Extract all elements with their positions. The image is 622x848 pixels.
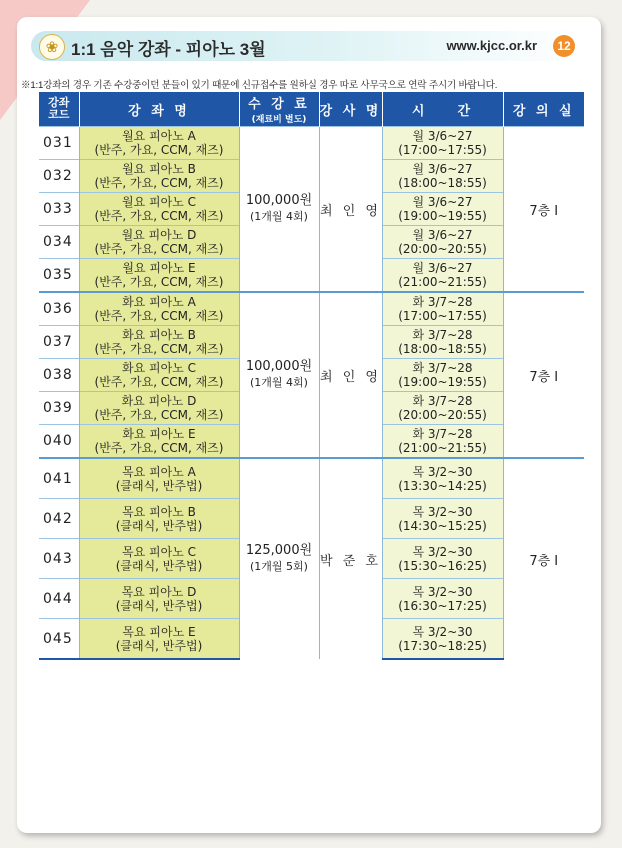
course-genre: (반주, 가요, CCM, 재즈) — [94, 242, 224, 256]
course-genre: (반주, 가요, CCM, 재즈) — [94, 143, 224, 157]
header-teacher: 강 사 명 — [319, 92, 382, 127]
course-days: 월 3/6~27 — [412, 129, 473, 143]
course-time — [382, 458, 503, 499]
notice-text: ※1:1강좌의 경우 기존 수강중이던 분들이 있기 때문에 신규접수를 원하실 경우 따로 사무국으로 연락 주시기 바랍니다. — [21, 80, 498, 91]
classroom: 7층 I — [503, 292, 584, 458]
course-genre: (클래식, 반주법) — [115, 638, 203, 653]
course-time — [382, 160, 503, 193]
course-title: 화요 피아노 E — [122, 427, 196, 441]
table-row — [39, 292, 584, 326]
course-name — [79, 226, 239, 259]
course-hours: (18:00~18:55) — [398, 342, 487, 356]
title-banner — [31, 31, 583, 61]
course-time — [382, 539, 503, 579]
course-time — [382, 127, 503, 160]
table-row — [39, 127, 584, 160]
course-hours: (14:30~15:25) — [398, 518, 487, 533]
course-code: 040 — [39, 425, 79, 459]
course-code: 041 — [39, 458, 79, 499]
course-code: 043 — [39, 539, 79, 579]
course-days: 월 3/6~27 — [412, 228, 473, 242]
course-genre: (반주, 가요, CCM, 재즈) — [94, 309, 224, 323]
course-hours: (19:00~19:55) — [398, 209, 487, 223]
course-hours: (17:00~17:55) — [398, 309, 487, 323]
header-fee: 수 강 료 (재료비 별도) — [239, 92, 319, 127]
course-code: 039 — [39, 392, 79, 425]
flower-logo-icon: ❀ — [39, 34, 65, 60]
course-name — [79, 259, 239, 293]
course-title: 월요 피아노 D — [121, 228, 197, 242]
course-hours: (19:00~19:55) — [398, 375, 487, 389]
course-hours: (13:30~14:25) — [398, 478, 487, 493]
course-name — [79, 425, 239, 459]
table-body — [39, 127, 584, 660]
table-header-row — [39, 92, 584, 127]
teacher-name: 박 준 호 — [319, 458, 382, 659]
course-days: 목 3/2~30 — [412, 504, 473, 519]
course-time — [382, 619, 503, 660]
course-hours: (17:30~18:25) — [398, 638, 487, 653]
course-name — [79, 539, 239, 579]
course-time — [382, 499, 503, 539]
course-fee: 100,000원 (1개월 4회) — [239, 127, 319, 293]
course-genre: (반주, 가요, CCM, 재즈) — [94, 375, 224, 389]
course-title: 목요 피아노 C — [122, 544, 196, 559]
course-code: 036 — [39, 292, 79, 326]
course-name — [79, 392, 239, 425]
course-time — [382, 326, 503, 359]
classroom: 7층 I — [503, 458, 584, 659]
course-hours: (15:30~16:25) — [398, 558, 487, 573]
course-days: 월 3/6~27 — [412, 162, 473, 176]
course-name — [79, 359, 239, 392]
course-hours: (21:00~21:55) — [398, 275, 487, 289]
course-title: 월요 피아노 C — [122, 195, 196, 209]
course-name — [79, 579, 239, 619]
course-days: 월 3/6~27 — [412, 261, 473, 275]
course-code: 038 — [39, 359, 79, 392]
course-hours: (21:00~21:55) — [398, 441, 487, 455]
website-url[interactable]: www.kjcc.or.kr — [446, 38, 537, 53]
course-genre: (클래식, 반주법) — [115, 518, 203, 533]
teacher-name: 최 인 영 — [319, 292, 382, 458]
page-title: 1:1 음악 강좌 - 피아노 3월 — [71, 40, 266, 59]
course-name — [79, 619, 239, 660]
course-days: 월 3/6~27 — [412, 195, 473, 209]
course-time — [382, 359, 503, 392]
course-name — [79, 458, 239, 499]
course-code: 042 — [39, 499, 79, 539]
course-code: 045 — [39, 619, 79, 660]
course-hours: (17:00~17:55) — [398, 143, 487, 157]
course-title: 목요 피아노 B — [122, 504, 196, 519]
classroom: 7층 I — [503, 127, 584, 293]
course-code: 035 — [39, 259, 79, 293]
course-title: 화요 피아노 B — [122, 328, 196, 342]
course-time — [382, 579, 503, 619]
course-code: 037 — [39, 326, 79, 359]
course-genre: (반주, 가요, CCM, 재즈) — [94, 342, 224, 356]
course-time — [382, 292, 503, 326]
course-days: 목 3/2~30 — [412, 544, 473, 559]
course-title: 화요 피아노 C — [122, 361, 196, 375]
course-genre: (반주, 가요, CCM, 재즈) — [94, 176, 224, 190]
course-code: 044 — [39, 579, 79, 619]
course-fee: 100,000원 (1개월 4회) — [239, 292, 319, 458]
course-time — [382, 425, 503, 459]
course-days: 화 3/7~28 — [412, 394, 473, 408]
course-name — [79, 127, 239, 160]
header-course-code: 강좌 코드 — [39, 92, 79, 127]
course-time — [382, 226, 503, 259]
teacher-name: 최 인 영 — [319, 127, 382, 293]
course-genre: (반주, 가요, CCM, 재즈) — [94, 441, 224, 455]
course-code: 032 — [39, 160, 79, 193]
header-course-name: 강 좌 명 — [79, 92, 239, 127]
course-hours: (20:00~20:55) — [398, 242, 487, 256]
course-hours: (16:30~17:25) — [398, 598, 487, 613]
course-days: 화 3/7~28 — [412, 427, 473, 441]
course-hours: (20:00~20:55) — [398, 408, 487, 422]
course-title: 월요 피아노 E — [122, 261, 196, 275]
course-time — [382, 392, 503, 425]
course-genre: (반주, 가요, CCM, 재즈) — [94, 275, 224, 289]
course-name — [79, 499, 239, 539]
course-name — [79, 292, 239, 326]
course-genre: (클래식, 반주법) — [115, 598, 203, 613]
course-title: 월요 피아노 B — [122, 162, 196, 176]
course-days: 화 3/7~28 — [412, 295, 473, 309]
course-genre: (클래식, 반주법) — [115, 558, 203, 573]
course-code: 031 — [39, 127, 79, 160]
course-days: 화 3/7~28 — [412, 328, 473, 342]
course-time — [382, 259, 503, 293]
course-title: 목요 피아노 A — [122, 464, 196, 479]
course-time — [382, 193, 503, 226]
header-room: 강 의 실 — [503, 92, 584, 127]
course-days: 목 3/2~30 — [412, 584, 473, 599]
course-name — [79, 326, 239, 359]
course-table — [39, 92, 584, 660]
course-title: 목요 피아노 D — [121, 584, 197, 599]
course-genre: (반주, 가요, CCM, 재즈) — [94, 209, 224, 223]
table-row — [39, 458, 584, 499]
course-hours: (18:00~18:55) — [398, 176, 487, 190]
course-name — [79, 160, 239, 193]
header-time: 시 간 — [382, 92, 503, 127]
course-title: 월요 피아노 A — [122, 129, 196, 143]
course-days: 화 3/7~28 — [412, 361, 473, 375]
course-days: 목 3/2~30 — [412, 624, 473, 639]
course-days: 목 3/2~30 — [412, 464, 473, 479]
course-code: 034 — [39, 226, 79, 259]
page-number-badge: 12 — [553, 35, 575, 57]
course-title: 화요 피아노 D — [121, 394, 197, 408]
course-genre: (클래식, 반주법) — [115, 478, 203, 493]
course-title: 목요 피아노 E — [122, 624, 196, 639]
course-code: 033 — [39, 193, 79, 226]
course-genre: (반주, 가요, CCM, 재즈) — [94, 408, 224, 422]
brochure-page — [17, 17, 601, 833]
course-title: 화요 피아노 A — [122, 295, 196, 309]
course-fee: 125,000원 (1개월 5회) — [239, 458, 319, 659]
course-name — [79, 193, 239, 226]
